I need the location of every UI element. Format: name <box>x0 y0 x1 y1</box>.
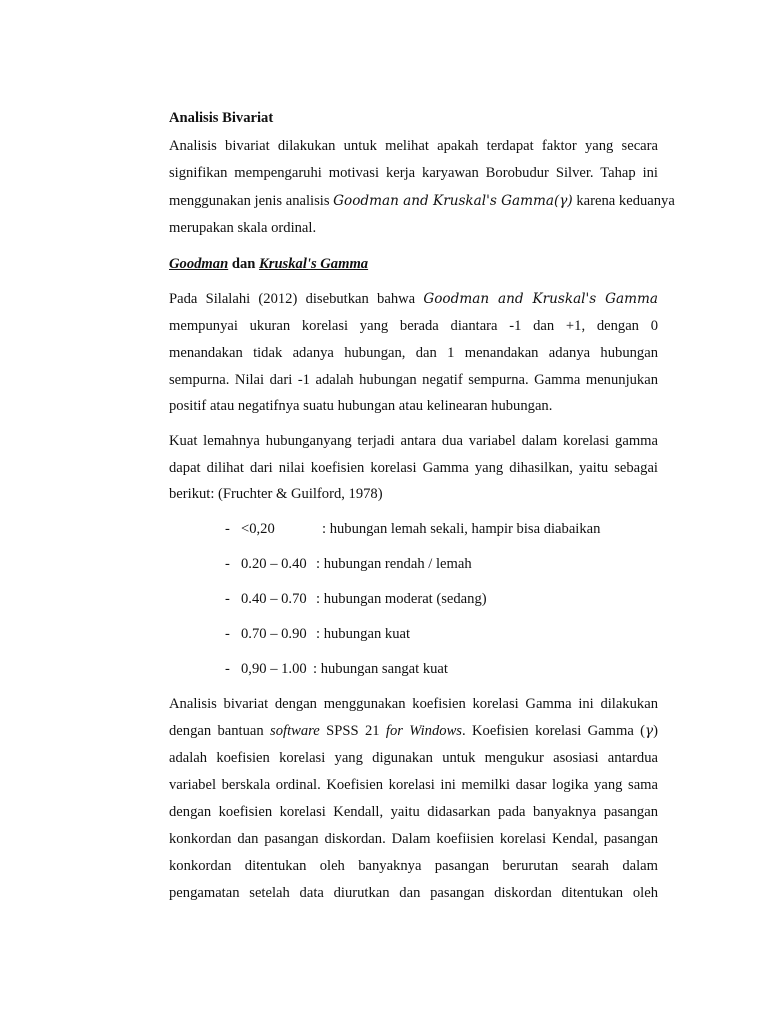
subsection-heading <box>169 254 658 274</box>
text-line: konkordan ditentukan oleh banyaknya pasangan berurutan searah dalam <box>169 858 658 874</box>
software-term: software <box>270 723 320 739</box>
text-line: berikut: (Fruchter & Guilford, 1978) <box>169 486 383 502</box>
text-span: . Koefisien korelasi Gamma ( <box>461 723 646 739</box>
range-value: 0,90 – 1.00 <box>241 661 307 677</box>
gamma-symbol: γ <box>645 723 654 739</box>
range-value: 0.20 – 0.40 <box>241 556 307 572</box>
list-dash: - <box>225 521 230 537</box>
text-line <box>169 191 675 211</box>
range-description: : hubungan kuat <box>316 626 411 642</box>
range-description: : hubungan moderat (sedang) <box>316 591 487 607</box>
text-line: mempunyai ukuran korelasi yang berada diantara -1 dan +1, dengan 0 <box>169 318 658 334</box>
math-term: Goodman and Kruskal's Gamma <box>423 291 659 307</box>
text-line: Analisis bivariat dilakukan untuk melihat apakah terdapat faktor yang secara <box>169 138 658 154</box>
text-span: ) <box>653 723 659 739</box>
text-line: pengamatan setelah data diurutkan dan pasangan diskordan ditentukan oleh <box>169 885 658 901</box>
range-description: : hubungan sangat kuat <box>313 661 448 677</box>
list-dash: - <box>225 661 230 677</box>
range-value: <0,20 <box>241 521 275 537</box>
for-windows-term: for Windows <box>385 723 462 739</box>
range-description: : hubungan rendah / lemah <box>316 556 472 572</box>
text-line: adalah koefisien korelasi yang digunakan untuk mengukur asosiasi antardua <box>169 750 658 766</box>
list-dash: - <box>225 626 230 642</box>
text-span: dengan bantuan <box>169 723 271 739</box>
section-heading: Analisis Bivariat <box>169 110 274 126</box>
text-line: merupakan skala ordinal. <box>169 220 317 236</box>
range-description: : hubungan lemah sekali, hampir bisa diabaikan <box>322 521 601 537</box>
heading-kruskal: Kruskal's Gamma <box>259 256 369 272</box>
heading-goodman: Goodman <box>169 256 229 272</box>
text-line: dengan koefisien korelasi Kendall, yaitu didasarkan pada banyaknya pasangan <box>169 804 658 820</box>
text-line: signifikan mempengaruhi motivasi kerja karyawan Borobudur Silver. Tahap ini <box>169 165 658 181</box>
text-line: konkordan dan pasangan diskordan. Dalam koefiisien korelasi Kendal, pasangan <box>169 831 658 847</box>
math-term: Goodman and Kruskal's Gamma(γ) <box>333 193 573 209</box>
text-line: menandakan tidak adanya hubungan, dan 1 menandakan adanya hubungan <box>169 345 658 361</box>
range-value: 0.40 – 0.70 <box>241 591 307 607</box>
text-line: Kuat lemahnya hubunganyang terjadi antara dua variabel dalam korelasi gamma <box>169 433 658 449</box>
text-line: Analisis bivariat dengan menggunakan koefisien korelasi Gamma ini dilakukan <box>169 696 658 712</box>
text-span: Pada Silalahi (2012) disebutkan bahwa <box>169 291 424 307</box>
list-dash: - <box>225 591 230 607</box>
text-span: karena keduanya <box>572 193 675 209</box>
text-line <box>169 721 658 741</box>
list-dash: - <box>225 556 230 572</box>
text-line: dapat dilihat dari nilai koefisien korelasi Gamma yang dihasilkan, yaitu sebagai <box>169 460 658 476</box>
text-span: menggunakan jenis analisis <box>169 193 334 209</box>
heading-dan: dan <box>228 256 260 272</box>
text-span: SPSS 21 <box>319 723 386 739</box>
range-value: 0.70 – 0.90 <box>241 626 307 642</box>
text-line: variabel berskala ordinal. Koefisien korelasi ini memilki dasar logika yang sama <box>169 777 658 793</box>
text-line: sempurna. Nilai dari -1 adalah hubungan negatif sempurna. Gamma menunjukan <box>169 372 658 388</box>
text-line <box>169 289 658 309</box>
text-line: positif atau negatifnya suatu hubungan atau kelinearan hubungan. <box>169 398 553 414</box>
